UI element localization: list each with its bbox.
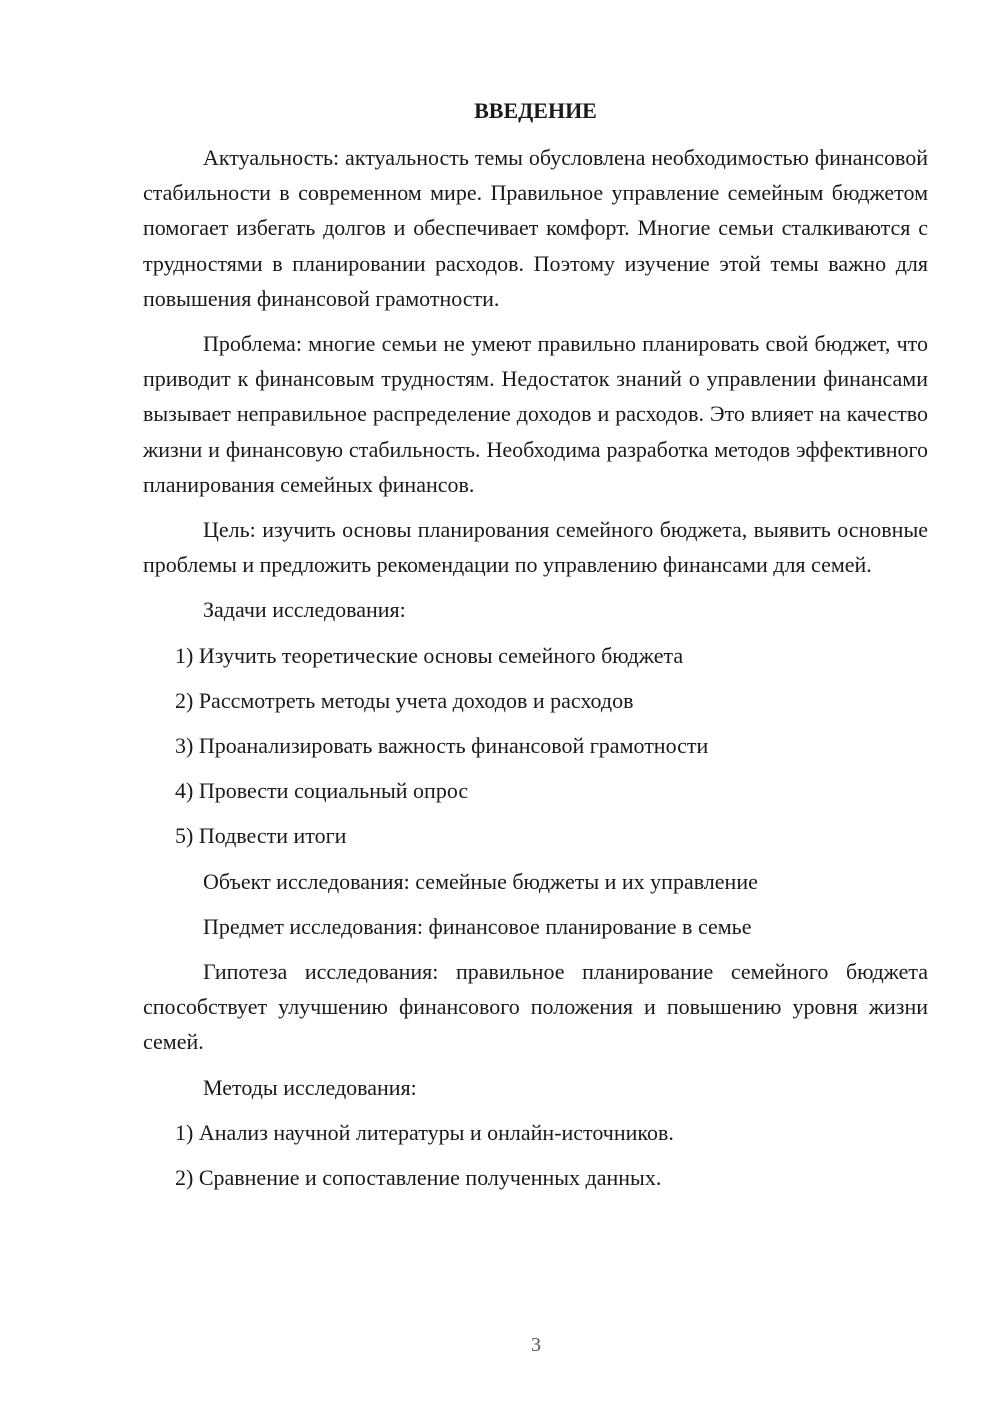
problem-paragraph: Проблема: многие семьи не умеют правильно планировать свой бюджет, что приводит к финансовым трудностям. Недостаток знаний о управлении финансами вызывает неправильное распределение доходов и расходов. Это влияет на качество жизни и финансовую стабильность. Необходима разработка методов эффективного планирования семейных финансов. bbox=[143, 331, 928, 497]
task-item-4: 4) Провести социальный опрос bbox=[175, 778, 469, 804]
method-item-1: 1) Анализ научной литературы и онлайн-источников. bbox=[175, 1119, 674, 1145]
task-item-1: 1) Изучить теоретические основы семейного бюджета bbox=[175, 642, 684, 668]
hypothesis-paragraph: Гипотеза исследования: правильное планирование семейного бюджета способствует улучшению финансового положения и повышению уровня жизни семей. bbox=[143, 959, 928, 1055]
page-content bbox=[143, 93, 928, 1205]
task-item-3: 3) Проанализировать важность финансовой грамотности bbox=[175, 733, 709, 759]
section-heading: ВВЕДЕНИЕ bbox=[474, 98, 597, 123]
method-item-2: 2) Сравнение и сопоставление полученных данных. bbox=[175, 1165, 662, 1191]
relevance-paragraph: Актуальность: актуальность темы обусловлена необходимостью финансовой стабильности в современном мире. Правильное управление семейным бюджетом помогает избегать долгов и обеспечивает комфорт. Многие семьи сталкиваются с трудностями в планировании расходов. Поэтому изучение этой темы важно для повышения финансовой грамотности. bbox=[143, 145, 928, 311]
goal-paragraph: Цель: изучить основы планирования семейного бюджета, выявить основные проблемы и предложить рекомендации по управлению финансами для семей. bbox=[143, 517, 928, 578]
research-subject: Предмет исследования: финансовое планирование в семье bbox=[203, 913, 752, 939]
task-item-5: 5) Подвести итоги bbox=[175, 823, 347, 849]
methods-title: Методы исследования: bbox=[203, 1074, 417, 1100]
research-object: Объект исследования: семейные бюджеты и их управление bbox=[203, 868, 758, 894]
tasks-title: Задачи исследования: bbox=[203, 597, 406, 623]
page-number: 3 bbox=[531, 1334, 541, 1356]
task-item-2: 2) Рассмотреть методы учета доходов и расходов bbox=[175, 687, 634, 713]
